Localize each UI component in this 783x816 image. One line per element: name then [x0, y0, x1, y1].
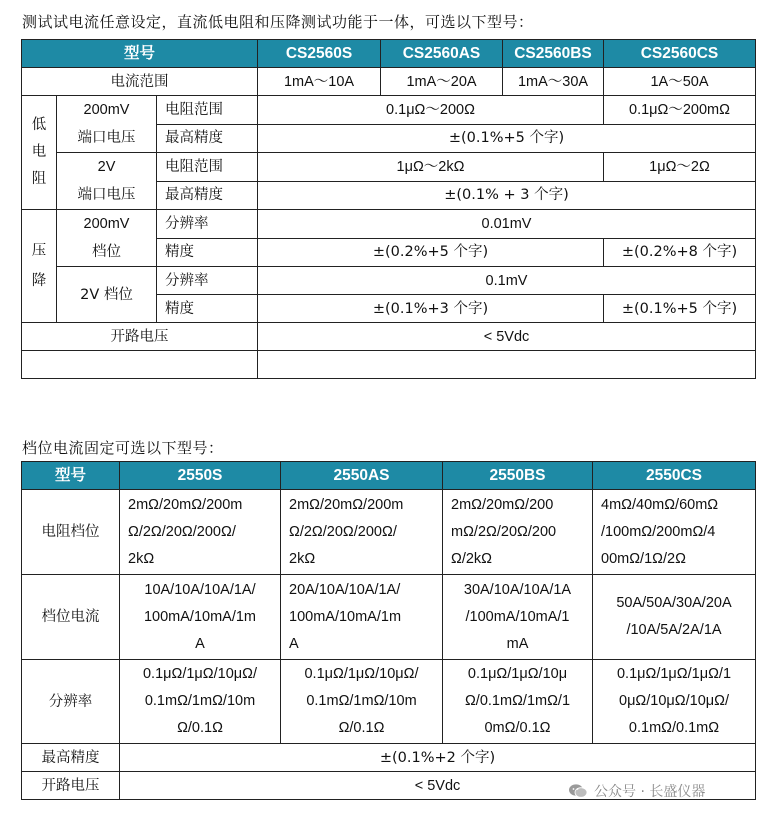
spec-table-2550	[21, 461, 756, 800]
gear-200mv-label	[57, 210, 157, 267]
gear-current-2550bs: 30A/10A/10A/1A /100mA/10mA/1 mA	[443, 575, 593, 660]
port-2v-label	[57, 153, 157, 210]
header-2550cs: 2550CS	[593, 462, 756, 490]
header-cs2560cs: CS2560CS	[604, 40, 756, 68]
res-range-2v-a: 1μΩ～2kΩ	[258, 153, 604, 182]
res-range-label-200mv: 电阻范围	[157, 96, 258, 125]
current-range-cs2560cs: 1A～50A	[604, 68, 756, 96]
port-200mv-caption: 端口电压	[77, 130, 136, 146]
empty-cell-right	[258, 351, 756, 379]
accuracy-200mv-a: ±(0.2%+5 个字)	[258, 238, 604, 267]
spec-table-cs2560	[21, 39, 756, 379]
max-accuracy-label-200mv: 最高精度	[157, 124, 258, 153]
accuracy-2v-cs: ±(0.1%+5 个字)	[604, 295, 756, 323]
open-voltage-value: < 5Vdc	[120, 772, 756, 800]
port-2v-value: 2V	[97, 159, 116, 175]
watermark-text: 公众号 · 长盛仪器	[594, 784, 706, 800]
res-gear-2550as: 2mΩ/20mΩ/200m Ω/2Ω/20Ω/200Ω/ 2kΩ	[281, 490, 443, 575]
low-res-char-1: 低	[31, 117, 47, 133]
res-range-200mv-cs: 0.1μΩ～200mΩ	[604, 96, 756, 125]
resolution-200mv: 0.01mV	[258, 210, 756, 239]
port-200mv-value: 200mV	[83, 102, 130, 118]
resolution-label: 分辨率	[22, 660, 120, 744]
header-cs2560bs: CS2560BS	[503, 40, 604, 68]
current-range-cs2560s: 1mA～10A	[258, 68, 381, 96]
header-model: 型号	[22, 40, 258, 68]
max-accuracy-2v: ±(0.1% + 3 个字)	[258, 181, 756, 210]
empty-cell-left	[22, 351, 258, 379]
res-gear-label: 电阻档位	[22, 490, 120, 575]
gear-current-label: 档位电流	[22, 575, 120, 660]
resolution-2550cs: 0.1μΩ/1μΩ/1μΩ/1 0μΩ/10μΩ/10μΩ/ 0.1mΩ/0.1mΩ	[593, 660, 756, 744]
gear-current-2550s: 10A/10A/10A/1A/ 100mA/10mA/1m A	[120, 575, 281, 660]
accuracy-label-2v: 精度	[157, 295, 258, 323]
intro-text-2: 档位电流固定可选以下型号：	[22, 439, 224, 457]
port-2v-caption: 端口电压	[77, 187, 136, 203]
port-200mv-label	[57, 96, 157, 153]
open-voltage-label: 开路电压	[22, 772, 120, 800]
accuracy-200mv-cs: ±(0.2%+8 个字)	[604, 238, 756, 267]
resolution-2v: 0.1mV	[258, 267, 756, 295]
header-2550bs: 2550BS	[443, 462, 593, 490]
drop-char-2: 降	[31, 273, 47, 289]
res-range-label-2v: 电阻范围	[157, 153, 258, 182]
open-voltage-value: < 5Vdc	[258, 323, 756, 351]
max-accuracy-200mv: ±(0.1%+5 个字)	[258, 124, 756, 153]
res-gear-2550cs: 4mΩ/40mΩ/60mΩ /100mΩ/200mΩ/4 00mΩ/1Ω/2Ω	[593, 490, 756, 575]
gear-current-2550as: 20A/10A/10A/1A/ 100mA/10mA/1m A	[281, 575, 443, 660]
current-range-cs2560as: 1mA～20A	[381, 68, 503, 96]
header-cs2560as: CS2560AS	[381, 40, 503, 68]
header-2550s: 2550S	[120, 462, 281, 490]
gear-200mv-value: 200mV	[83, 216, 130, 232]
accuracy-label-200mv: 精度	[157, 238, 258, 267]
wechat-icon	[568, 783, 588, 799]
resolution-2550s: 0.1μΩ/1μΩ/10μΩ/ 0.1mΩ/1mΩ/10m Ω/0.1Ω	[120, 660, 281, 744]
header-model: 型号	[22, 462, 120, 490]
accuracy-2v-a: ±(0.1%+3 个字)	[258, 295, 604, 323]
res-gear-2550bs: 2mΩ/20mΩ/200 mΩ/2Ω/20Ω/200 Ω/2kΩ	[443, 490, 593, 575]
watermark	[568, 781, 705, 801]
gear-200mv-caption: 档位	[92, 244, 121, 260]
max-accuracy-label: 最高精度	[22, 744, 120, 772]
header-2550as: 2550AS	[281, 462, 443, 490]
intro-text-1: 测试试电流任意设定，直流低电阻和压降测试功能于一体，可选以下型号：	[22, 13, 534, 31]
resolution-2550as: 0.1μΩ/1μΩ/10μΩ/ 0.1mΩ/1mΩ/10m Ω/0.1Ω	[281, 660, 443, 744]
res-gear-2550s: 2mΩ/20mΩ/200m Ω/2Ω/20Ω/200Ω/ 2kΩ	[120, 490, 281, 575]
open-voltage-label: 开路电压	[22, 323, 258, 351]
res-range-200mv-a: 0.1μΩ～200Ω	[258, 96, 604, 125]
drop-char-1: 压	[31, 243, 47, 259]
max-accuracy-value: ±(0.1%+2 个字)	[120, 744, 756, 772]
resolution-2550bs: 0.1μΩ/1μΩ/10μ Ω/0.1mΩ/1mΩ/1 0mΩ/0.1Ω	[443, 660, 593, 744]
current-range-cs2560bs: 1mA～30A	[503, 68, 604, 96]
max-accuracy-label-2v: 最高精度	[157, 181, 258, 210]
resolution-label-200mv: 分辨率	[157, 210, 258, 239]
voltage-drop-group-label	[22, 210, 57, 323]
low-res-char-3: 阻	[31, 171, 47, 187]
resolution-label-2v: 分辨率	[157, 267, 258, 295]
res-range-2v-cs: 1μΩ～2Ω	[604, 153, 756, 182]
gear-current-2550cs: 50A/50A/30A/20A /10A/5A/2A/1A	[593, 575, 756, 660]
gear-2v-label: 2V 档位	[57, 267, 157, 323]
low-resistance-group-label	[22, 96, 57, 210]
header-cs2560s: CS2560S	[258, 40, 381, 68]
low-res-char-2: 电	[31, 144, 47, 160]
current-range-label: 电流范围	[22, 68, 258, 96]
